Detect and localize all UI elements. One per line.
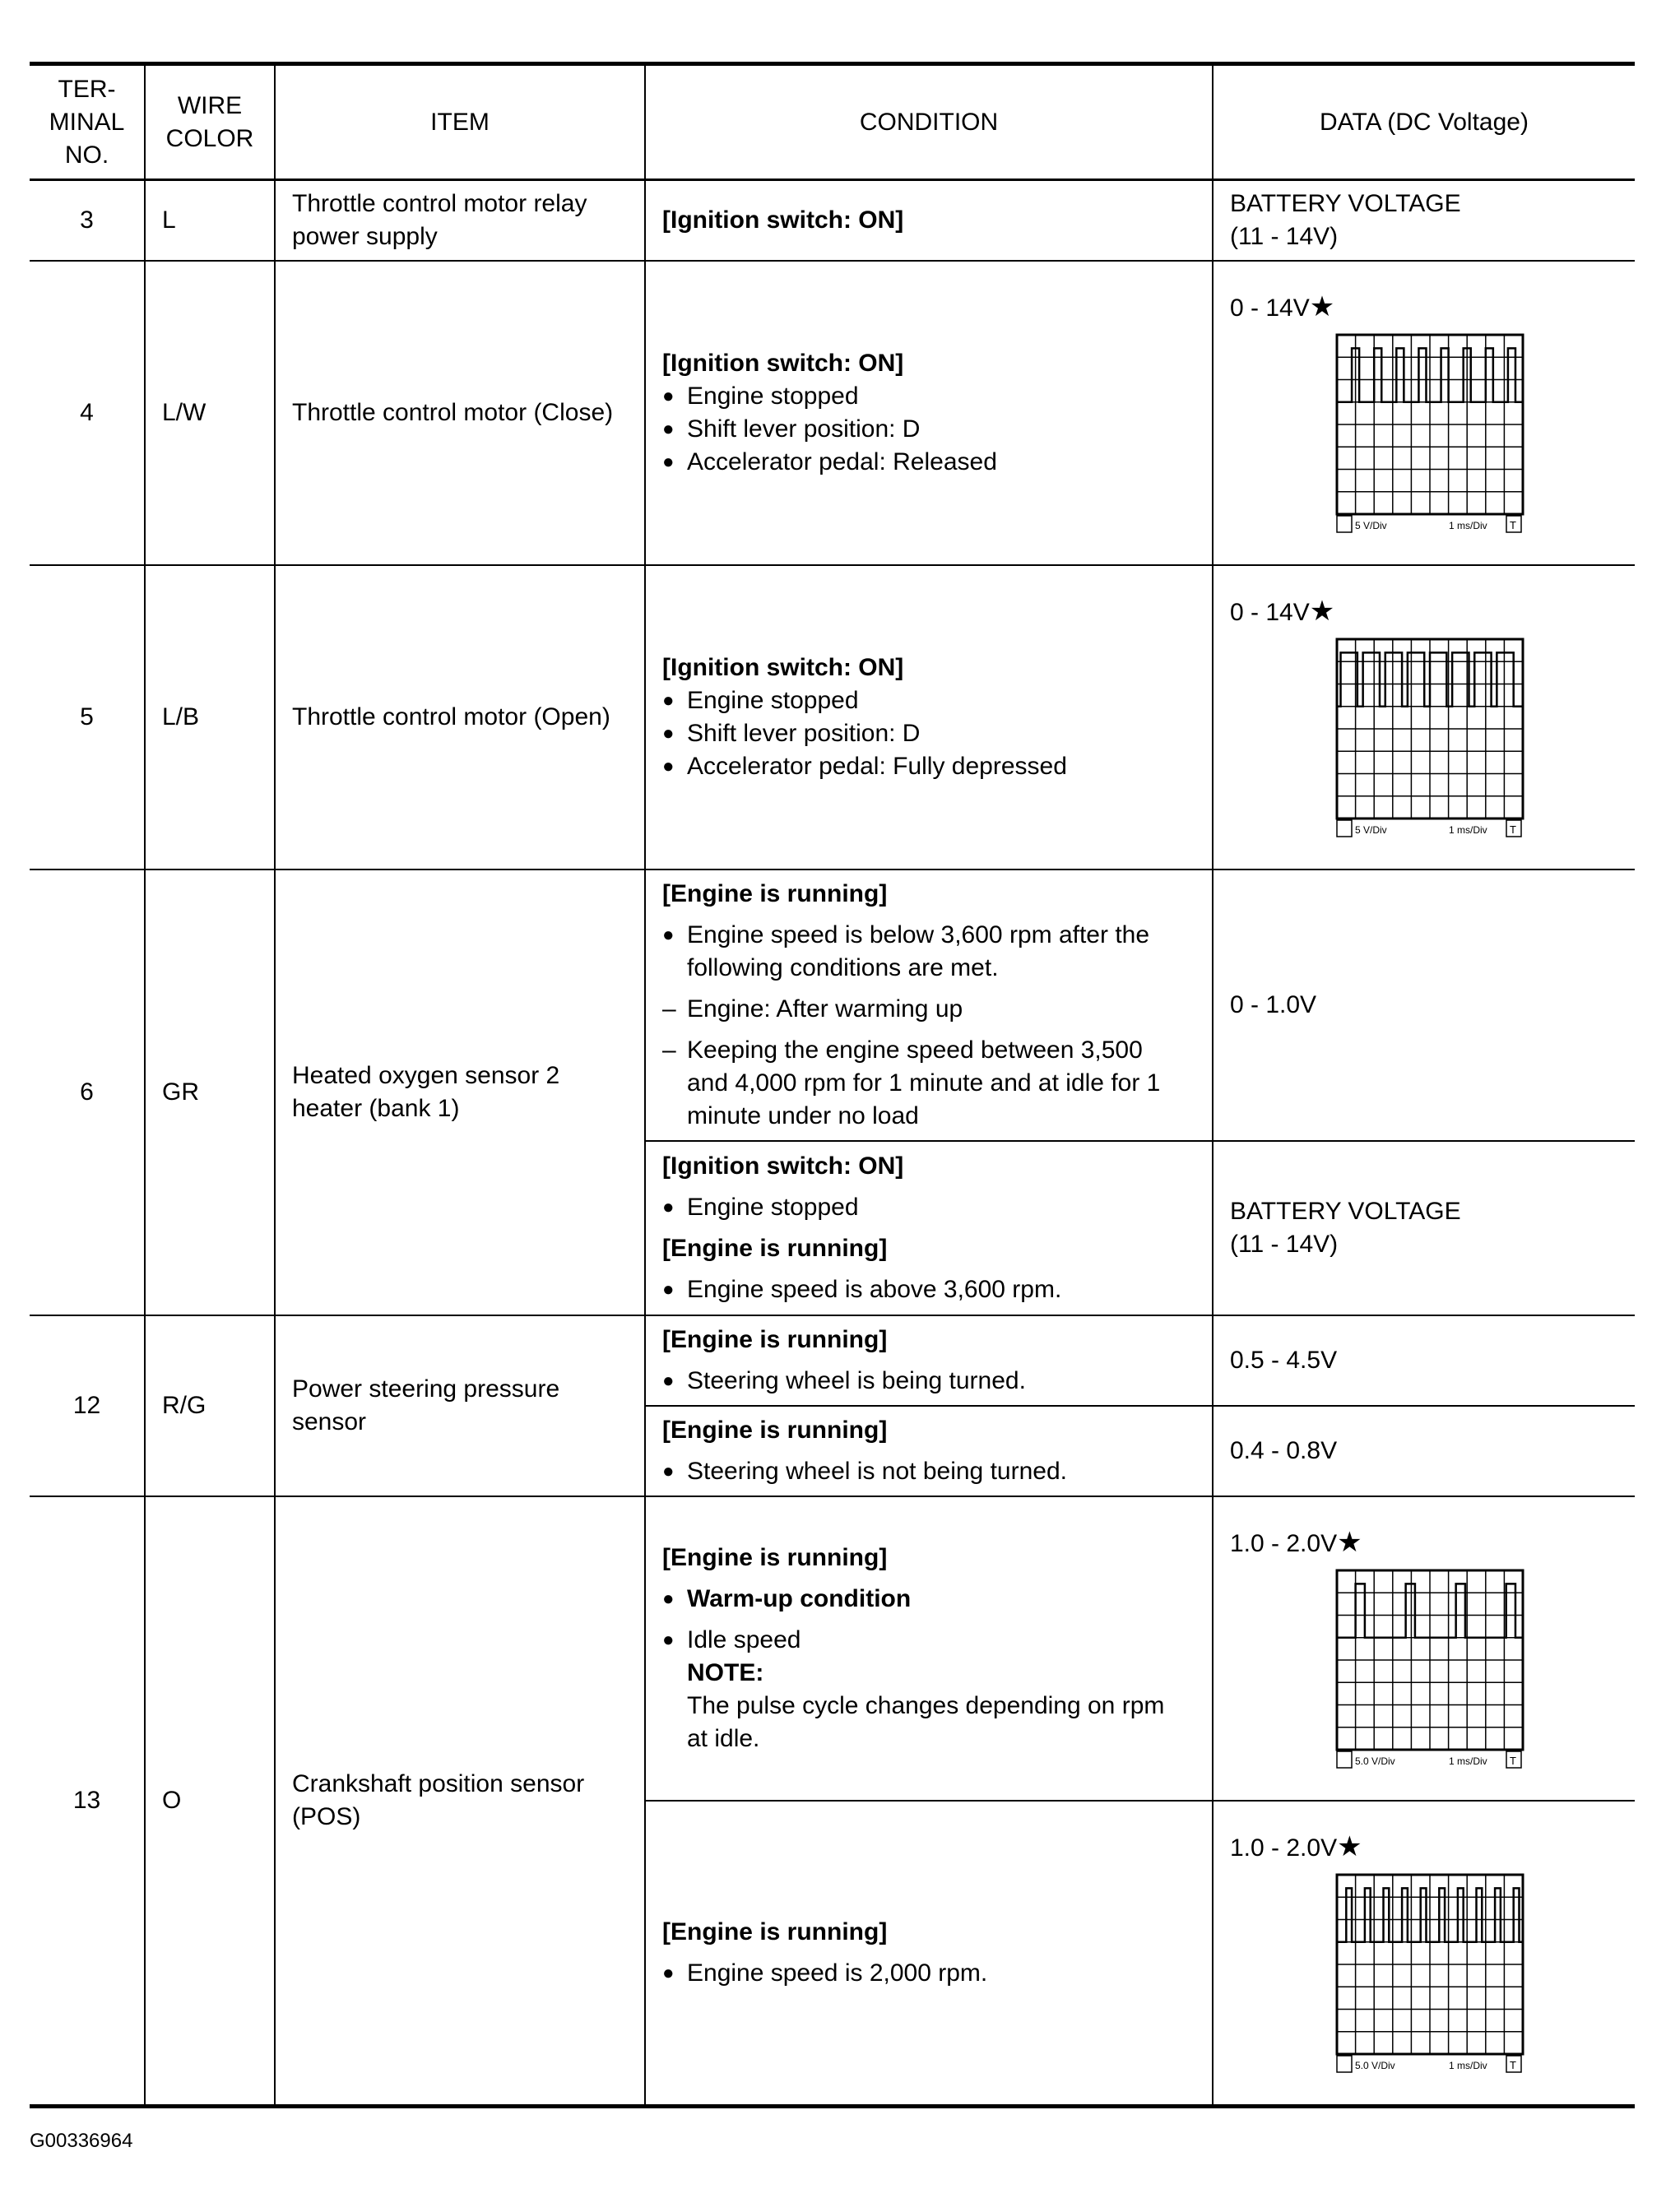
star-icon: ★ [1337,1526,1362,1558]
scope-trigger-mark: T [1510,2058,1516,2071]
oscilloscope-waveform [1335,638,1524,840]
terminal-number: 12 [30,1315,145,1496]
wire-color: GR [145,869,275,1315]
data-cell: BATTERY VOLTAGE (11 - 14V) [1213,180,1635,261]
scope-volts-per-div: 5 V/Div [1355,519,1387,531]
scope-marker-icon [1337,1751,1352,1768]
table-row-terminal-12 [30,1315,1635,1406]
waveform-trace [1337,652,1523,706]
terminal-number: 4 [30,261,145,565]
oscilloscope-waveform [1335,1873,1524,2075]
terminal-number: 5 [30,565,145,869]
data-cell: 0.4 - 0.8V [1213,1406,1635,1496]
condition-bullet: ● Engine speed is 2,000 rpm. [662,1959,988,1987]
condition-bullet: ● Warm-up condition [662,1584,912,1612]
header-item: ITEM [275,64,645,180]
terminal-number: 6 [30,869,145,1315]
data-cell: 0 - 14V★ 5 V/Div 1 ms/Div T [1213,261,1635,565]
condition-bullet: ● Engine stopped [662,1193,859,1221]
condition-bullet: ● Engine stopped [662,382,859,410]
scope-volts-per-div: 5.0 V/Div [1355,2059,1395,2071]
condition-bullet: ● Engine speed is above 3,600 rpm. [662,1275,1062,1303]
terminal-number: 3 [30,180,145,261]
header-data: DATA (DC Voltage) [1213,64,1635,180]
table-row-terminal-6 [30,869,1635,1141]
header-condition: CONDITION [645,64,1213,180]
oscilloscope-waveform [1335,333,1524,536]
condition-cell: [Engine is running] ● Steering wheel is being turned. [645,1315,1213,1406]
condition-cell: [Engine is running] ● Engine speed is below 3,600 rpm after the following conditions are met. – Engine: After warming up – Keeping the engine speed between 3,500 and 4,000 rpm for 1 minute and at idle for 1 minute under no load [645,869,1213,1141]
star-icon: ★ [1337,1830,1362,1862]
condition-cell: [Ignition switch: ON] ● Engine stopped ● Shift lever position: D ● Accelerator pedal: Released [645,261,1213,565]
data-cell: 1.0 - 2.0V★ 5.0 V/Div 1 ms/Div T [1213,1801,1635,2107]
scope-volts-per-div: 5.0 V/Div [1355,1755,1395,1767]
condition-cell: [Ignition switch: ON] ● Engine stopped [Engine is running] ● Engine speed is above 3,600 rpm. [645,1141,1213,1315]
figure-code: G00336964 [30,2130,133,2152]
scope-marker-icon [1337,516,1352,532]
data-cell: 0.5 - 4.5V [1213,1315,1635,1406]
wire-color: L [145,180,275,261]
wire-color: L/W [145,261,275,565]
wire-color: R/G [145,1315,275,1496]
condition-dash-item: – Keeping the engine speed between 3,500 and 4,000 rpm for 1 minute and at idle for 1 minute under no load [662,1036,1161,1129]
header-wire-color: WIRE COLOR [145,64,275,180]
table-header-row [30,64,1635,180]
condition-cell: [Engine is running] ● Steering wheel is not being turned. [645,1406,1213,1496]
item-description: Throttle control motor (Open) [275,565,645,869]
scope-marker-icon [1337,820,1352,837]
scope-trigger-mark: T [1510,1754,1516,1767]
table-row-terminal-5 [30,565,1635,869]
ecm-terminal-table [30,62,1635,2108]
item-description: Throttle control motor (Close) [275,261,645,565]
condition-bullet: ● Accelerator pedal: Released [662,448,997,475]
scope-trigger-mark: T [1510,823,1516,836]
scope-trigger-mark: T [1510,518,1516,531]
table-row-terminal-4 [30,261,1635,565]
scope-time-per-div: 1 ms/Div [1449,1755,1487,1767]
terminal-number: 13 [30,1496,145,2107]
oscilloscope-waveform [1335,1569,1524,1771]
condition-bullet: ● Shift lever position: D [662,415,921,443]
condition-bullet: ● Idle speed [662,1625,801,1653]
condition-cell: [Ignition switch: ON] ● Engine stopped ● Shift lever position: D ● Accelerator pedal: Fully depressed [645,565,1213,869]
condition-bullet: ● Steering wheel is being turned. [662,1366,1026,1394]
condition-bullet: ● Engine speed is below 3,600 rpm after the following conditions are met. [662,921,1150,981]
scope-time-per-div: 1 ms/Div [1449,2059,1487,2071]
condition-bullet: ● Shift lever position: D [662,719,921,747]
scope-volts-per-div: 5 V/Div [1355,823,1387,836]
data-cell: 0 - 14V★ 5 V/Div 1 ms/Div T [1213,565,1635,869]
condition-bullet: ● Accelerator pedal: Fully depressed [662,752,1067,780]
header-terminal-no: TER- MINAL NO. [30,64,145,180]
table-row-terminal-3 [30,180,1635,261]
data-cell: BATTERY VOLTAGE (11 - 14V) [1213,1141,1635,1315]
data-cell: 0 - 1.0V [1213,869,1635,1141]
table-row-terminal-13 [30,1496,1635,1801]
item-description: Throttle control motor relay power supply [275,180,645,261]
item-description: Crankshaft position sensor (POS) [275,1496,645,2107]
condition-dash-item: – Engine: After warming up [662,995,963,1023]
condition-bullet: ● Steering wheel is not being turned. [662,1457,1067,1485]
condition-cell: [Ignition switch: ON] [645,180,1213,261]
scope-time-per-div: 1 ms/Div [1449,823,1487,836]
scope-time-per-div: 1 ms/Div [1449,519,1487,531]
wire-color: L/B [145,565,275,869]
scope-marker-icon [1337,2056,1352,2072]
wire-color: O [145,1496,275,2107]
star-icon: ★ [1309,595,1335,627]
data-cell: 1.0 - 2.0V★ 5.0 V/Div 1 ms/Div T [1213,1496,1635,1801]
item-description: Power steering pressure sensor [275,1315,645,1496]
item-description: Heated oxygen sensor 2 heater (bank 1) [275,869,645,1315]
condition-cell: [Engine is running] ● Warm-up condition ● Idle speed NOTE: The pulse cycle changes depending on rpm at idle. [645,1496,1213,1801]
star-icon: ★ [1309,290,1335,322]
condition-cell: [Engine is running] ● Engine speed is 2,000 rpm. [645,1801,1213,2107]
condition-bullet: ● Engine stopped [662,686,859,714]
